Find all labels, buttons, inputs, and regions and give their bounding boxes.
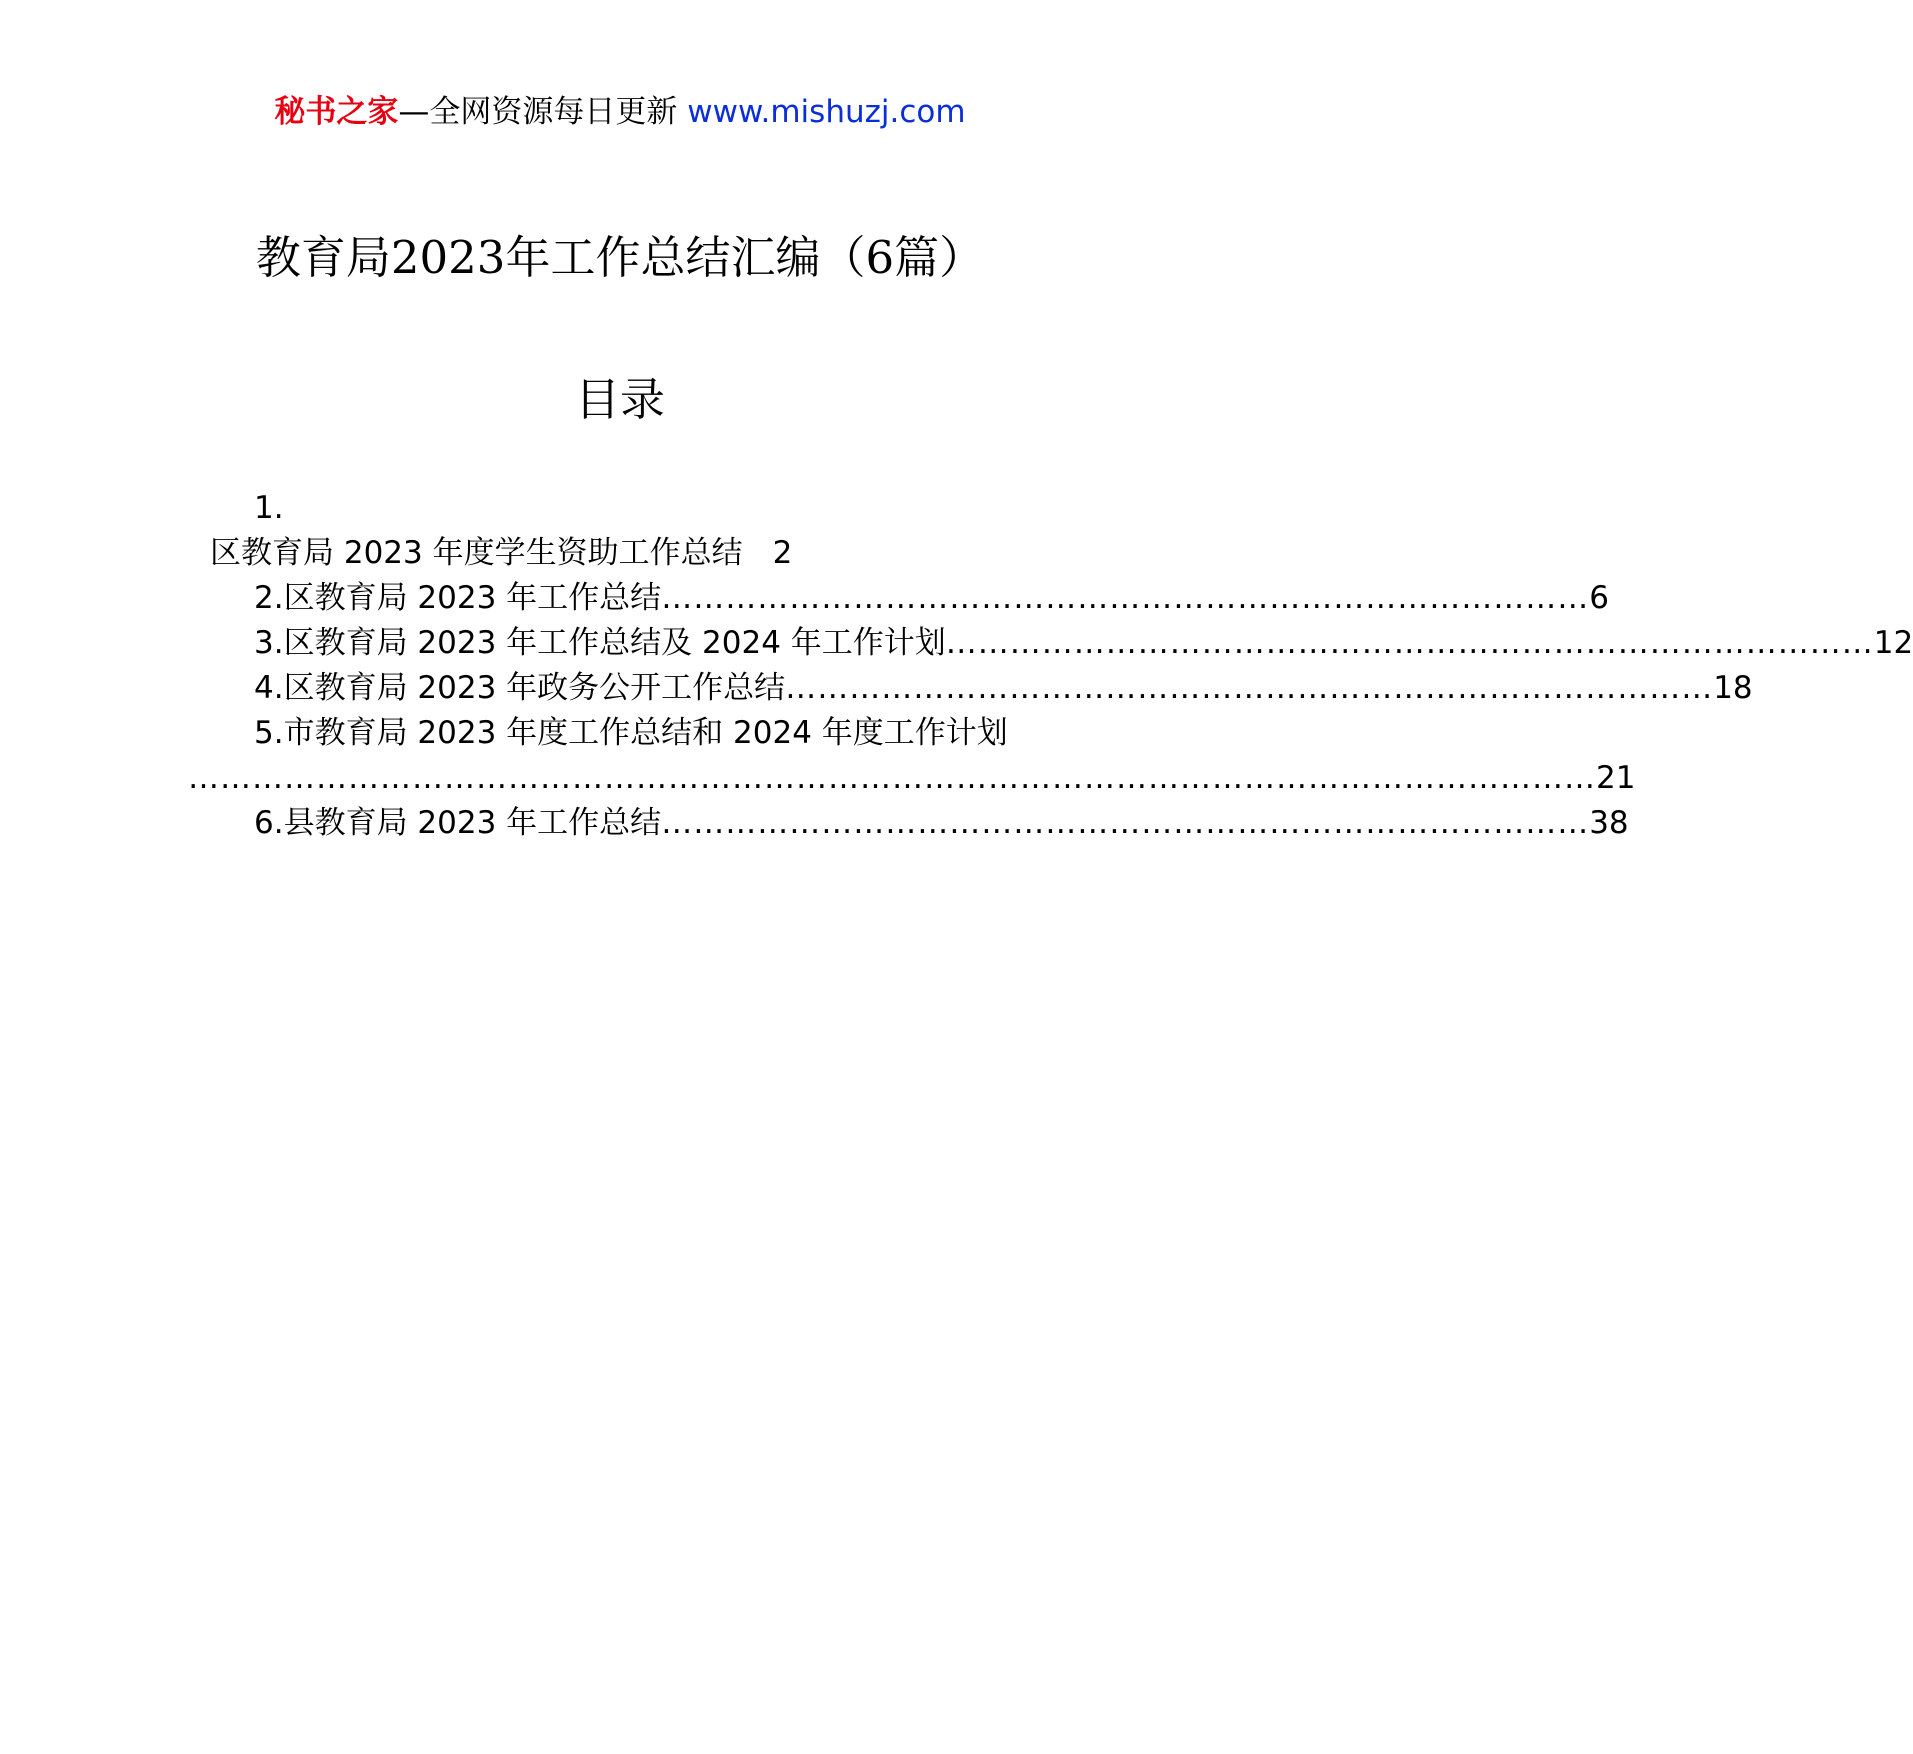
toc-item-page: 6	[1589, 580, 1609, 616]
toc-item-title: 区教育局 2023 年工作总结及 2024 年工作计划	[283, 625, 946, 661]
toc-item-number: 4.	[254, 670, 284, 706]
title-prefix: 教育局	[255, 231, 391, 284]
toc-item-page: 12	[1873, 625, 1913, 661]
brand-name: 秘书之家	[274, 94, 399, 130]
toc-item-number: 6.	[254, 805, 284, 841]
toc-item-title: 区教育局 2023 年工作总结	[283, 580, 662, 616]
toc-item-title: 市教育局 2023 年度工作总结和 2024 年度工作计划	[283, 715, 1008, 751]
site-header	[0, 92, 1240, 132]
toc-item-5[interactable]	[190, 711, 1050, 756]
toc-item-4[interactable]	[190, 666, 1753, 711]
toc-item-title: 区教育局 2023 年政务公开工作总结	[283, 670, 786, 706]
toc-item-5-leader-line[interactable]	[188, 756, 1636, 801]
toc-item-number: 1.	[254, 490, 284, 526]
toc-item-number: 2.	[254, 580, 284, 616]
toc-item-title: 县教育局 2023 年工作总结	[283, 805, 662, 841]
toc-leader-dots: ……………………………………………………………………………	[661, 805, 1590, 841]
toc-leader-dots: ……………………………………………………………………………	[661, 580, 1590, 616]
header-slogan: —全网资源每日更新	[398, 94, 678, 130]
site-url-link[interactable]: www.mishuzj.com	[687, 94, 966, 130]
toc-item-6[interactable]	[190, 801, 1629, 846]
toc-leader-dots: ……………………………………………………………………………	[945, 625, 1874, 661]
toc-item-1-number-line[interactable]	[190, 486, 1050, 531]
toc-item-page: 38	[1589, 805, 1629, 841]
toc-item-page: 2	[772, 535, 793, 571]
toc-leader-dots: ……………………………………………………………………………	[785, 670, 1714, 706]
toc-heading: 目录	[574, 373, 665, 426]
title-year: 2023	[390, 231, 506, 284]
table-of-contents	[188, 486, 1913, 846]
toc-item-2[interactable]	[190, 576, 1609, 621]
toc-item-title: 区教育局 2023 年度学生资助工作总结	[210, 535, 743, 571]
toc-item-page: 21	[1596, 760, 1636, 796]
title-count: 6	[865, 231, 895, 284]
title-suffix: 篇）	[894, 231, 985, 284]
toc-leader-dots: ……………………………………………………………………………………………………………………	[188, 760, 1596, 796]
document-title	[0, 228, 1240, 288]
toc-item-number: 5.	[254, 715, 284, 751]
toc-item-number: 3.	[254, 625, 284, 661]
toc-item-3[interactable]	[190, 621, 1913, 666]
title-middle: 年工作总结汇编（	[505, 231, 866, 284]
toc-item-page: 18	[1713, 670, 1753, 706]
toc-item-1[interactable]	[190, 531, 1050, 576]
